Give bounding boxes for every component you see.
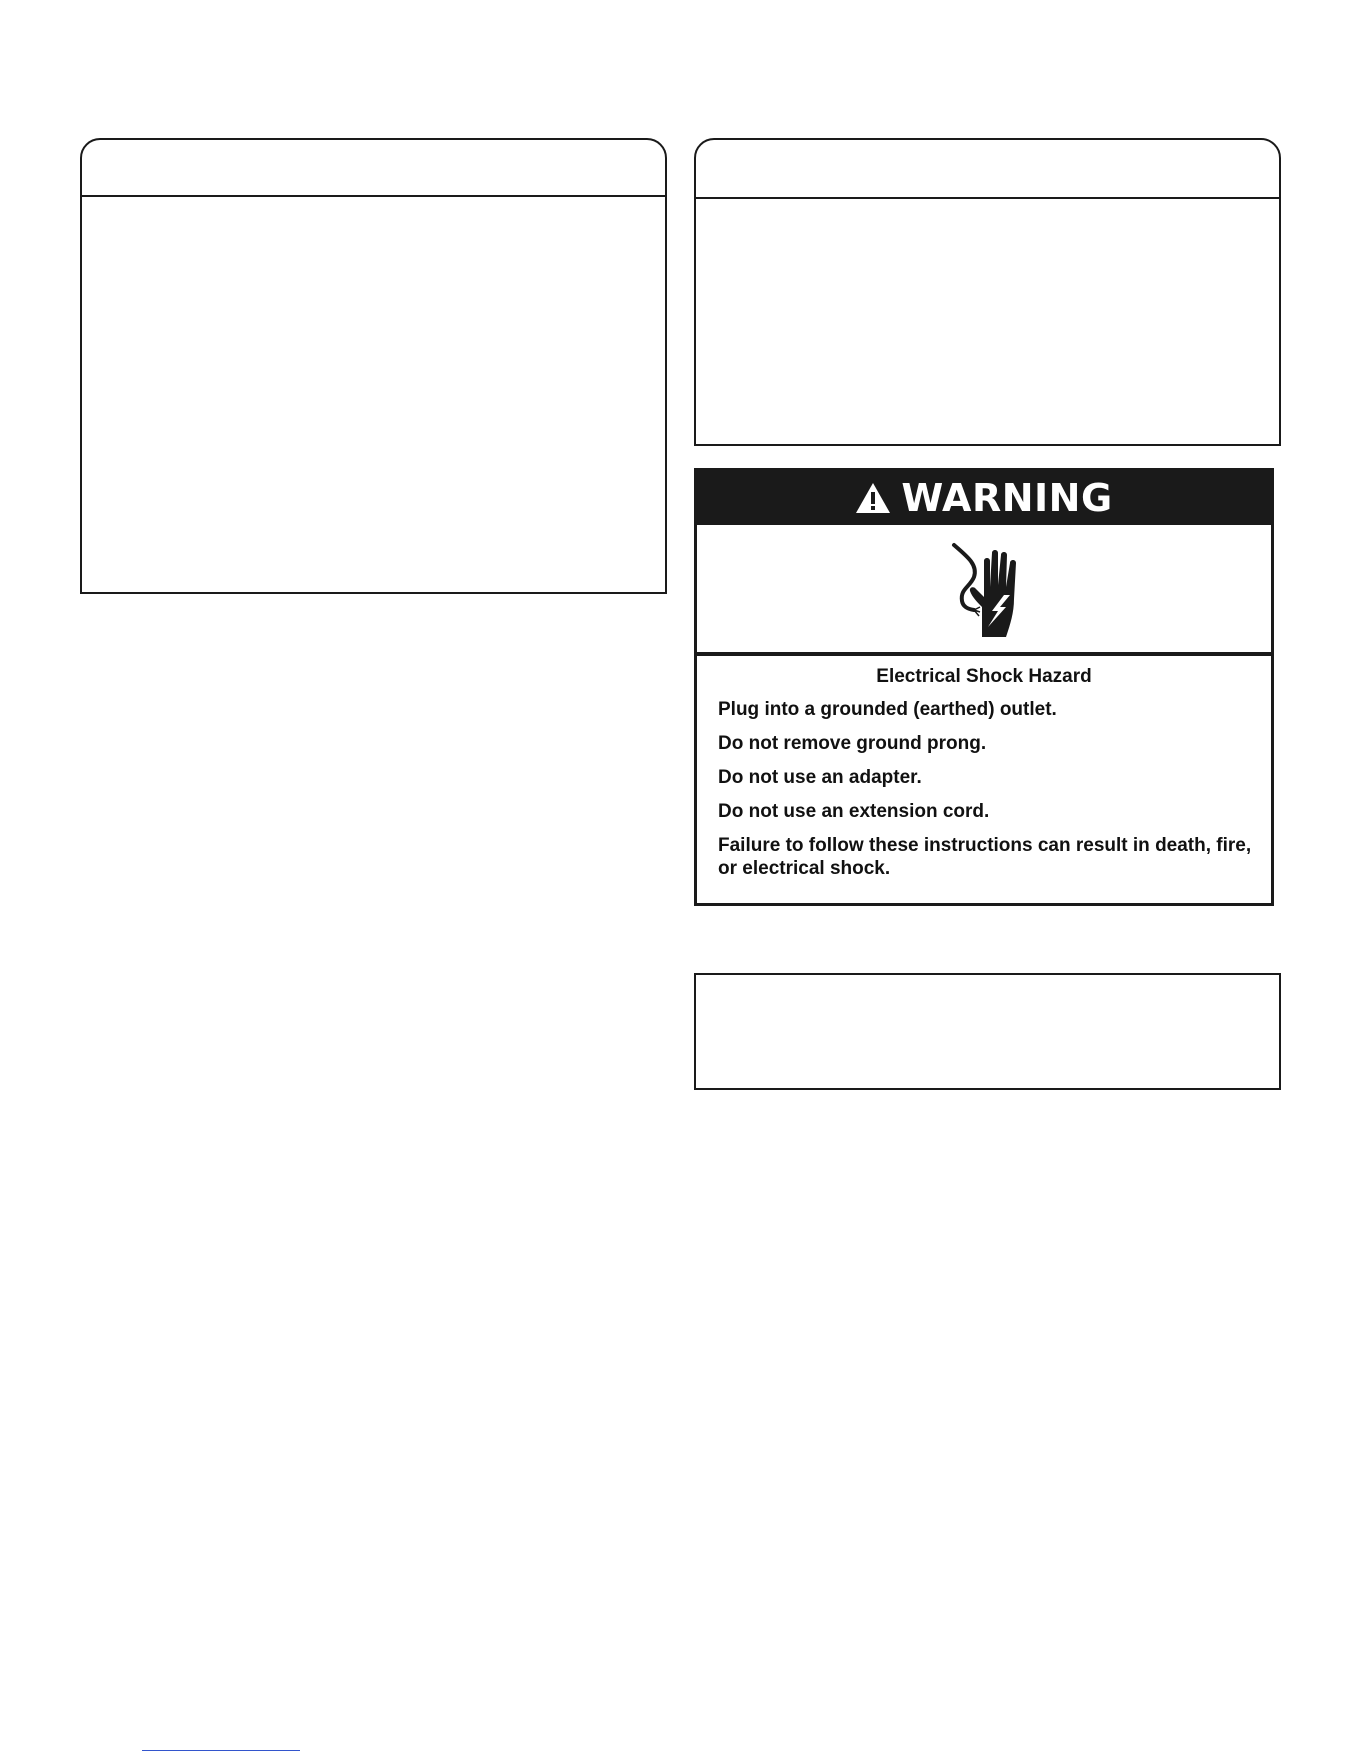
instruction-extension-cord: Do not use an extension cord. <box>718 801 990 822</box>
left-section-header <box>82 140 665 197</box>
right-section-box <box>694 138 1281 446</box>
warning-label <box>694 468 1274 906</box>
footer-rule <box>142 1750 300 1751</box>
hand-shock-icon <box>934 537 1034 641</box>
signal-word: WARNING <box>901 476 1113 520</box>
warning-banner <box>697 471 1271 525</box>
instruction-grounded-outlet: Plug into a grounded (earthed) outlet. <box>718 699 1057 720</box>
instruction-ground-prong: Do not remove ground prong. <box>718 733 987 754</box>
instruction-failure-consequence: Failure to follow these instructions can result in death, fire, or electrical shock. <box>718 835 1252 879</box>
note-box <box>694 973 1281 1090</box>
hazard-symbol-panel <box>697 525 1271 656</box>
right-section-header <box>696 140 1279 199</box>
instruction-adapter: Do not use an adapter. <box>718 767 922 788</box>
hazard-text-panel <box>697 656 1271 903</box>
left-section-box <box>80 138 667 594</box>
hazard-title: Electrical Shock Hazard <box>876 666 1092 687</box>
exclamation-triangle-icon <box>855 482 891 514</box>
